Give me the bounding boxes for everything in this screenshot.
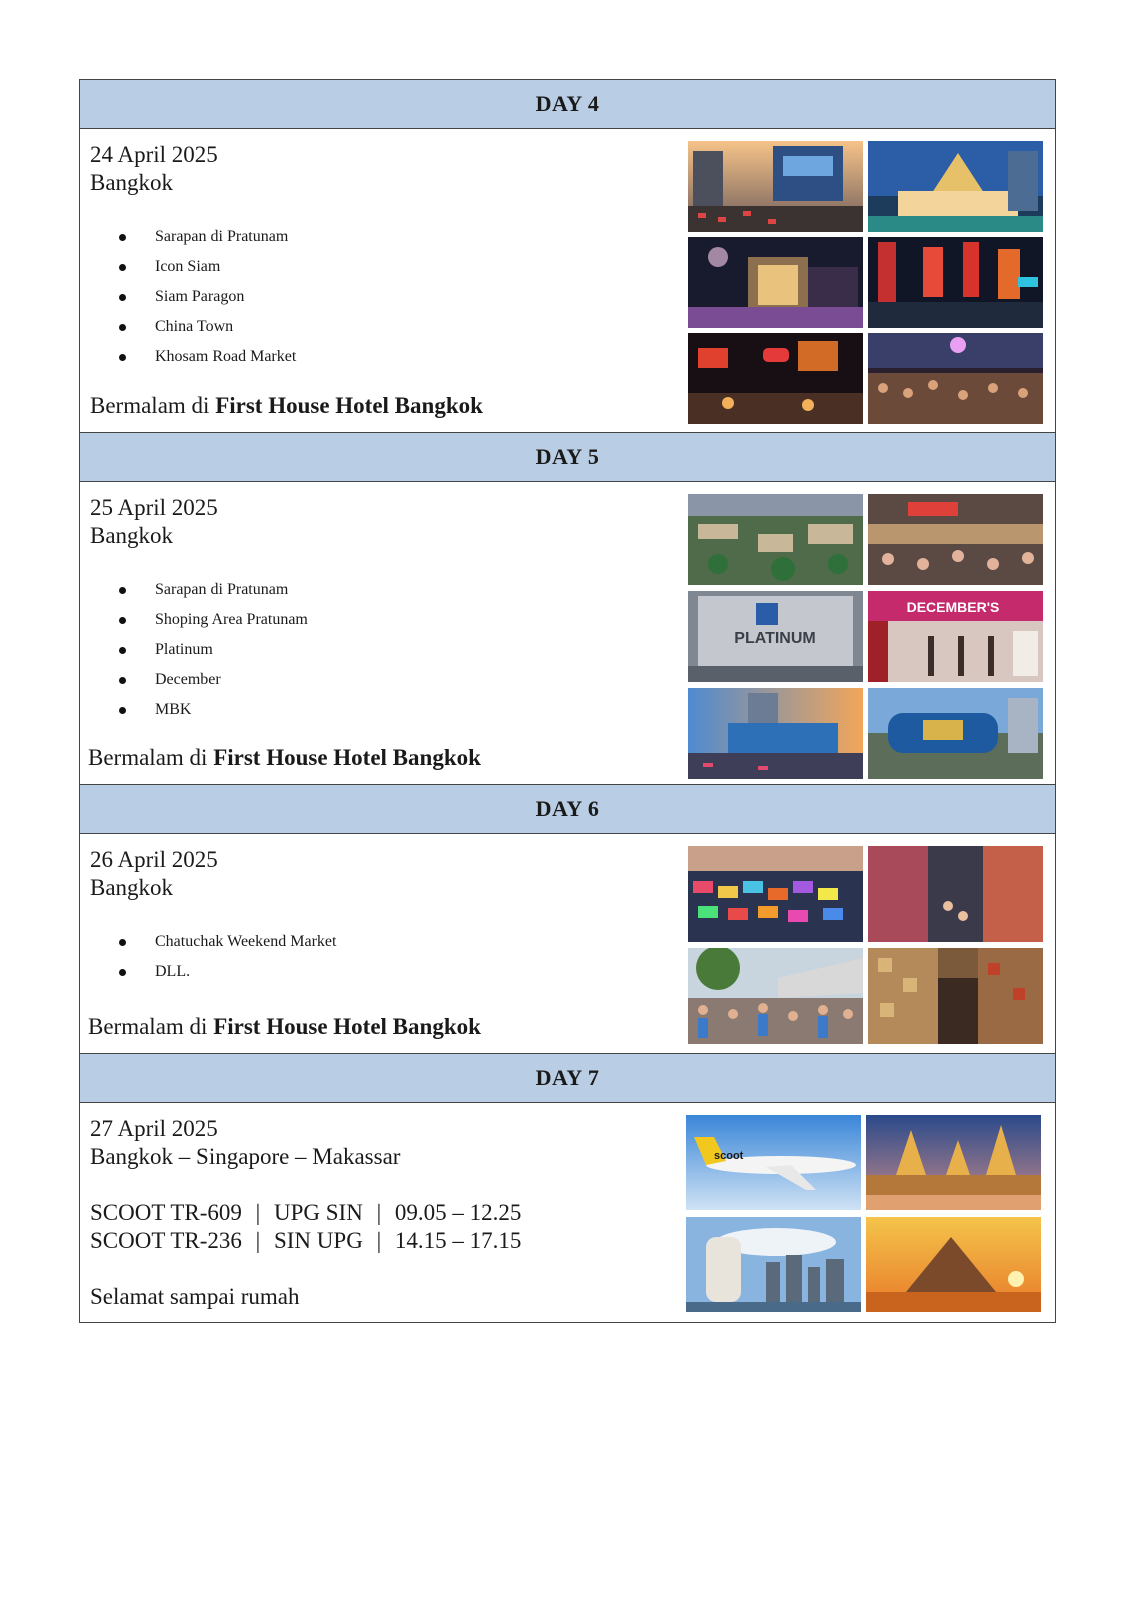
photo-pratunam-shopping [868, 494, 1043, 585]
overnight-stay [88, 745, 481, 771]
day-details [90, 141, 675, 197]
day-4-header [80, 80, 1055, 129]
flight-separator: | [255, 1228, 261, 1253]
photo-merlion [686, 1217, 861, 1312]
photo-siam-paragon [688, 237, 863, 328]
day-5-header [80, 433, 1055, 482]
photo-chatuchak-crowd [688, 948, 863, 1044]
day-title: DAY 5 [535, 444, 600, 469]
day-details [90, 846, 675, 902]
list-item: Platinum [119, 636, 308, 666]
day-7-body [80, 1103, 1055, 1323]
closing-text: Selamat sampai rumah [90, 1284, 300, 1309]
flight-separator: | [255, 1200, 261, 1225]
list-item: Khosam Road Market [119, 343, 296, 373]
places-list [119, 928, 336, 988]
photo-night-crowd [868, 333, 1043, 424]
day-6-header [80, 785, 1055, 834]
flight-route: SIN UPG [273, 1228, 363, 1253]
list-item: Siam Paragon [119, 283, 296, 313]
list-item: Sarapan di Pratunam [119, 223, 296, 253]
list-item: Shoping Area Pratunam [119, 606, 308, 636]
flight-carrier: SCOOT TR-609 [90, 1200, 242, 1225]
photo-pratunam-market-aerial [688, 494, 863, 585]
day-date: 27 April 2025 [90, 1116, 218, 1141]
day-7-header [80, 1054, 1055, 1103]
list-item: Sarapan di Pratunam [119, 576, 308, 606]
stay-prefix: Bermalam di [88, 1014, 208, 1039]
day-date: 24 April 2025 [90, 142, 218, 167]
photo-khaosan-night [688, 333, 863, 424]
closing-note [90, 1283, 675, 1311]
day-date: 25 April 2025 [90, 495, 218, 520]
stay-prefix: Bermalam di [90, 393, 210, 418]
photo-platinum-mall [688, 591, 863, 682]
flight-time: 09.05 – 12.25 [394, 1200, 522, 1225]
hotel-name: First House Hotel Bangkok [215, 393, 483, 418]
photo-grid [688, 494, 1043, 779]
flight-row [90, 1199, 675, 1227]
scoot-logo: scoot [714, 1150, 744, 1162]
overnight-stay [90, 393, 483, 419]
day-route: Bangkok [90, 875, 174, 900]
photo-icon-siam [868, 141, 1043, 232]
flight-row [90, 1227, 675, 1255]
photo-mbk-sunset [688, 688, 863, 779]
photo-grid [686, 1115, 1041, 1312]
list-item: DLL. [119, 958, 336, 988]
photo-chatuchak-stalls [868, 846, 1043, 942]
flight-route: UPG SIN [273, 1200, 363, 1225]
day-details [90, 494, 675, 550]
day-details [90, 1115, 675, 1171]
photo-scoot-plane [686, 1115, 861, 1210]
photo-mbk-aerial [868, 688, 1043, 779]
hotel-name: First House Hotel Bangkok [213, 745, 481, 770]
photo-grand-palace [866, 1115, 1041, 1210]
flight-separator: | [376, 1200, 382, 1225]
list-item: Icon Siam [119, 253, 296, 283]
day-5-body [80, 482, 1055, 785]
decembers-sign: DECEMBER'S [906, 599, 1000, 615]
day-route: Bangkok [90, 523, 174, 548]
places-list [119, 576, 308, 726]
flight-separator: | [376, 1228, 382, 1253]
day-title: DAY 7 [535, 1065, 600, 1090]
photo-decembers [868, 591, 1043, 682]
flight-carrier: SCOOT TR-236 [90, 1228, 242, 1253]
day-title: DAY 4 [535, 91, 600, 116]
day-6-body [80, 834, 1055, 1054]
overnight-stay [88, 1014, 481, 1040]
list-item: China Town [119, 313, 296, 343]
list-item: December [119, 666, 308, 696]
day-title: DAY 6 [535, 796, 600, 821]
flight-list [90, 1199, 675, 1255]
photo-night-market-aerial [688, 846, 863, 942]
photo-grid [688, 141, 1043, 424]
platinum-sign: PLATINUM [734, 630, 816, 647]
places-list [119, 223, 296, 373]
flight-time: 14.15 – 17.15 [394, 1228, 522, 1253]
list-item: Chatuchak Weekend Market [119, 928, 336, 958]
itinerary-table [79, 79, 1056, 1323]
day-date: 26 April 2025 [90, 847, 218, 872]
day-route: Bangkok – Singapore – Makassar [90, 1144, 401, 1169]
day-4-body [80, 129, 1055, 433]
hotel-name: First House Hotel Bangkok [213, 1014, 481, 1039]
day-route: Bangkok [90, 170, 174, 195]
photo-makassar-mosque [866, 1217, 1041, 1312]
photo-bag-shop [868, 948, 1043, 1044]
photo-grid [688, 846, 1043, 1044]
stay-prefix: Bermalam di [88, 745, 208, 770]
list-item: MBK [119, 696, 308, 726]
photo-pratunam-street [688, 141, 863, 232]
photo-china-town [868, 237, 1043, 328]
